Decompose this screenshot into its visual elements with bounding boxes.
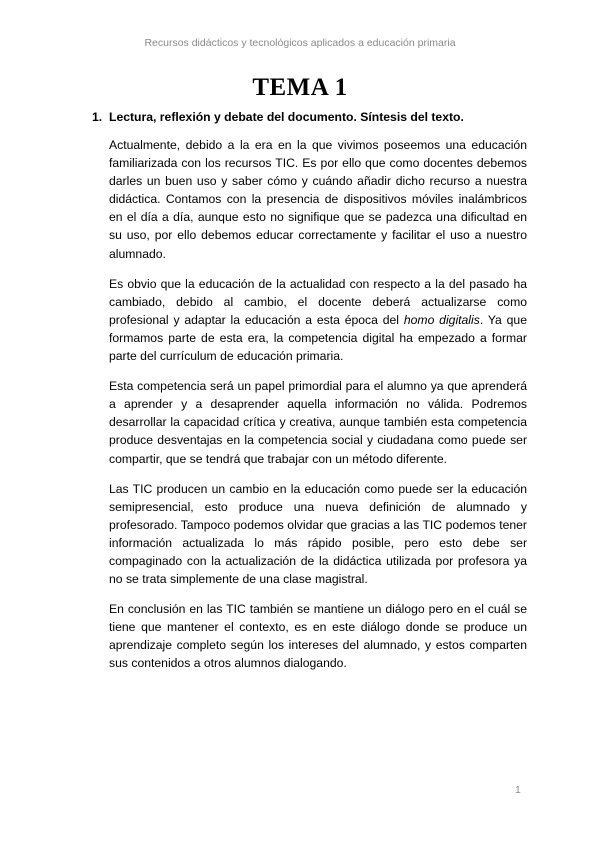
page-number: 1 <box>515 784 521 796</box>
section-number: 1. <box>92 110 103 124</box>
page-header: Recursos didácticos y tecnológicos aplicados a educación primaria <box>144 37 456 49</box>
section-heading-text: Lectura, reflexión y debate del documento. Síntesis del texto. <box>109 110 464 124</box>
paragraph-3: Esta competencia será un papel primordial para el alumno ya que aprenderá a aprender y a desaprender aquella información no válida. Podremos desarrollar la capacidad crítica y creativa, aunque también esta competencia produce desventajas en la competencia social y ciudadana como puede ser compartir, que se tendrá que trabajar con un método diferente. <box>109 379 527 466</box>
paragraph-2 <box>109 275 527 365</box>
paragraph-1: Actualmente, debido a la era en la que vivimos poseemos una educación familiarizada con los recursos TIC. Es por ello que como docentes debemos darles un buen uso y saber cómo y cuándo añadir dicho recurso a nuestra didáctica. Contamos con la presencia de dispositivos móviles inalámbricos en el día a día, aunque esto no signifique que se padezca una dificultad en su uso, por ello debemos educar correctamente y facilitar el uso a nuestro alumnado. <box>109 138 527 261</box>
paragraph-2-text-start: Es obvio que la educación de la actualidad con respecto a la del pasado ha cambiado, debido al cambio, el docente deberá actualizarse como profesional y adaptar la educación a esta época del <box>109 276 527 327</box>
document-title: TEMA 1 <box>252 74 348 101</box>
paragraph-5: En conclusión en las TIC también se mantiene un diálogo pero en el cuál se tiene que mantener el contexto, es en este diálogo donde se produce un aprendizaje completo según los intereses del alumnado, y estos comparten sus contenidos a otros alumnos dialogando. <box>109 602 527 671</box>
document-body <box>109 136 527 685</box>
paragraph-2-italic-term: homo digitalis <box>403 312 480 327</box>
paragraph-2-text-end: . Ya que formamos parte de esta era, la competencia digital ha empezado a formar parte del currículum de educación primaria. <box>109 312 527 364</box>
paragraph-4: Las TIC producen un cambio en la educación como puede ser la educación semipresencial, esto produce una nueva definición de alumnado y profesorado. Tampoco podemos olvidar que gracias a las TIC podemos tener información actualizada lo más rápido posible, pero esto debe ser compaginado con la actualización de la didáctica utilizada por profesora ya no se trata simplemente de una clase magistral. <box>109 481 527 587</box>
section-heading <box>92 110 532 124</box>
